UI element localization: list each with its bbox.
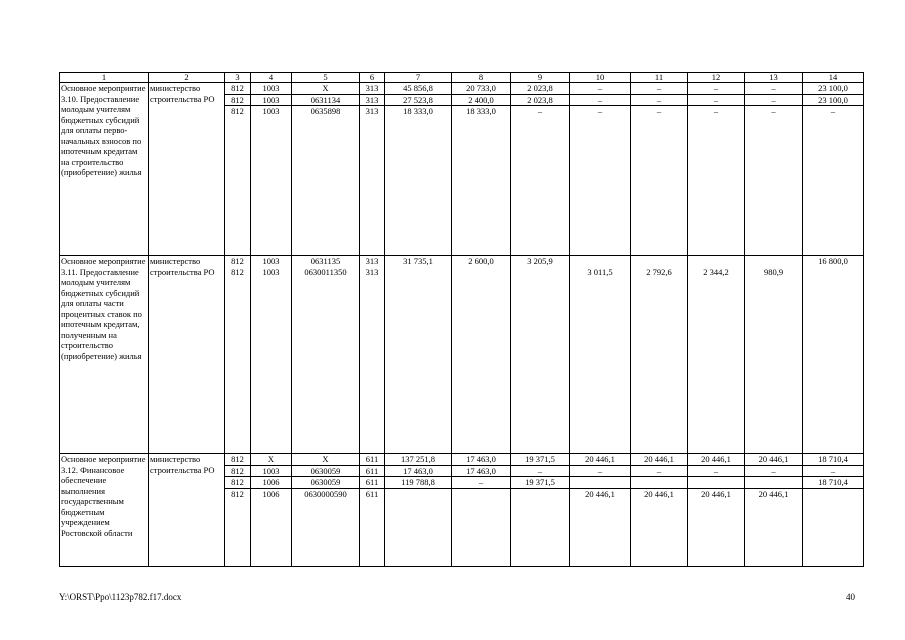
cell: –: [803, 106, 864, 256]
cell: 1006: [251, 488, 292, 566]
cell: 2 792,6: [631, 256, 688, 454]
cell: –: [570, 94, 631, 106]
header-row: [60, 73, 864, 83]
cell: 137 251,8: [385, 454, 452, 466]
cell: [385, 488, 452, 566]
col-header: 6: [360, 73, 385, 83]
cell: 18 333,0: [385, 106, 452, 256]
responsible-org: министерство строительства РО: [149, 256, 225, 454]
cell: –: [688, 94, 745, 106]
col-header: 5: [292, 73, 360, 83]
cell: –: [631, 465, 688, 477]
activity-name: Основное мероприятие 3.11. Предоставление молодым учителям бюджетных субсидий для оплаты части процентных ставок по ипотечным кредитам, полученным на строительство (приобретение) жилья: [60, 256, 149, 454]
cell: 3 205,9: [511, 256, 570, 454]
cell: 17 463,0: [452, 465, 511, 477]
col-header: 14: [803, 73, 864, 83]
cell: 0630059: [292, 477, 360, 489]
cell: 313: [360, 83, 385, 95]
cell: 18 333,0: [452, 106, 511, 256]
col-header: 1: [60, 73, 149, 83]
cell: 19 371,5: [511, 477, 570, 489]
cell: [688, 477, 745, 489]
cell: –: [688, 465, 745, 477]
activity-name: Основное мероприятие 3.12. Финансовое обеспечение выполнения государственным бюджетным учреждением Ростовской области: [60, 454, 149, 567]
cell: 2 600,0: [452, 256, 511, 454]
table-row: [60, 256, 864, 454]
cell: 23 100,0: [803, 94, 864, 106]
cell: 0631135 0630011350: [292, 256, 360, 454]
file-path-footer: Y:\ORST\Ppo\1123p782.f17.docx: [59, 592, 182, 602]
col-header: 11: [631, 73, 688, 83]
cell: 611: [360, 454, 385, 466]
cell: 20 446,1: [570, 488, 631, 566]
cell: –: [570, 465, 631, 477]
cell: –: [745, 106, 803, 256]
cell: [745, 477, 803, 489]
cell: 2 400,0: [452, 94, 511, 106]
cell: –: [511, 465, 570, 477]
cell: 812: [225, 106, 251, 256]
cell: 2 344,2: [688, 256, 745, 454]
cell: 20 446,1: [745, 454, 803, 466]
col-header: 4: [251, 73, 292, 83]
cell: 313: [360, 94, 385, 106]
cell: 0630059: [292, 465, 360, 477]
col-header: 13: [745, 73, 803, 83]
cell: X: [292, 83, 360, 95]
col-header: 9: [511, 73, 570, 83]
cell: [803, 488, 864, 566]
cell: 17 463,0: [385, 465, 452, 477]
cell: 812 812: [225, 256, 251, 454]
cell: 20 446,1: [688, 454, 745, 466]
cell: 18 710,4: [803, 477, 864, 489]
cell: 1003: [251, 465, 292, 477]
cell: –: [688, 83, 745, 95]
cell: 16 800,0: [803, 256, 864, 454]
cell: –: [745, 94, 803, 106]
cell: –: [631, 83, 688, 95]
table-row: [60, 454, 864, 466]
cell: –: [511, 106, 570, 256]
cell: 20 446,1: [745, 488, 803, 566]
cell: –: [570, 83, 631, 95]
cell: 611: [360, 488, 385, 566]
col-header: 10: [570, 73, 631, 83]
cell: [631, 477, 688, 489]
cell: 3 011,5: [570, 256, 631, 454]
col-header: 12: [688, 73, 745, 83]
cell: 31 735,1: [385, 256, 452, 454]
cell: 2 023,8: [511, 94, 570, 106]
cell: 45 856,8: [385, 83, 452, 95]
cell: 812: [225, 83, 251, 95]
cell: 20 446,1: [688, 488, 745, 566]
cell: –: [631, 94, 688, 106]
budget-table: [59, 72, 864, 567]
cell: 19 371,5: [511, 454, 570, 466]
cell: 18 710,4: [803, 454, 864, 466]
cell: –: [452, 477, 511, 489]
cell: –: [745, 465, 803, 477]
cell: 23 100,0: [803, 83, 864, 95]
activity-name: Основное мероприятие 3.10. Предоставление молодым учителям бюджетных субсидий для оплаты перво-начальных взносов по ипотечным кредитам на строительство (приобретение) жилья: [60, 83, 149, 256]
cell: –: [745, 83, 803, 95]
cell: –: [688, 106, 745, 256]
page-number: 40: [846, 592, 855, 602]
col-header: 3: [225, 73, 251, 83]
cell: 1003 1003: [251, 256, 292, 454]
cell: 1003: [251, 94, 292, 106]
cell: 812: [225, 454, 251, 466]
cell: 980,9: [745, 256, 803, 454]
cell: 611: [360, 465, 385, 477]
cell: 812: [225, 477, 251, 489]
cell: 27 523,8: [385, 94, 452, 106]
col-header: 2: [149, 73, 225, 83]
cell: 17 463,0: [452, 454, 511, 466]
cell: 313 313: [360, 256, 385, 454]
responsible-org: министерство строительства РО: [149, 83, 225, 256]
cell: X: [292, 454, 360, 466]
cell: 2 023,8: [511, 83, 570, 95]
table-row: [60, 83, 864, 95]
cell: 812: [225, 94, 251, 106]
cell: 1006: [251, 477, 292, 489]
cell: [452, 488, 511, 566]
cell: 812: [225, 488, 251, 566]
cell: 1003: [251, 83, 292, 95]
cell: 0635898: [292, 106, 360, 256]
cell: –: [803, 465, 864, 477]
responsible-org: министерство строительства РО: [149, 454, 225, 567]
col-header: 8: [452, 73, 511, 83]
cell: 20 446,1: [631, 488, 688, 566]
cell: 611: [360, 477, 385, 489]
cell: –: [631, 106, 688, 256]
cell: X: [251, 454, 292, 466]
cell: [511, 488, 570, 566]
cell: 119 788,8: [385, 477, 452, 489]
cell: 20 733,0: [452, 83, 511, 95]
cell: 812: [225, 465, 251, 477]
cell: 20 446,1: [570, 454, 631, 466]
cell: 313: [360, 106, 385, 256]
cell: –: [570, 106, 631, 256]
cell: 20 446,1: [631, 454, 688, 466]
col-header: 7: [385, 73, 452, 83]
cell: 1003: [251, 106, 292, 256]
cell: 0630000590: [292, 488, 360, 566]
cell: 0631134: [292, 94, 360, 106]
cell: [570, 477, 631, 489]
